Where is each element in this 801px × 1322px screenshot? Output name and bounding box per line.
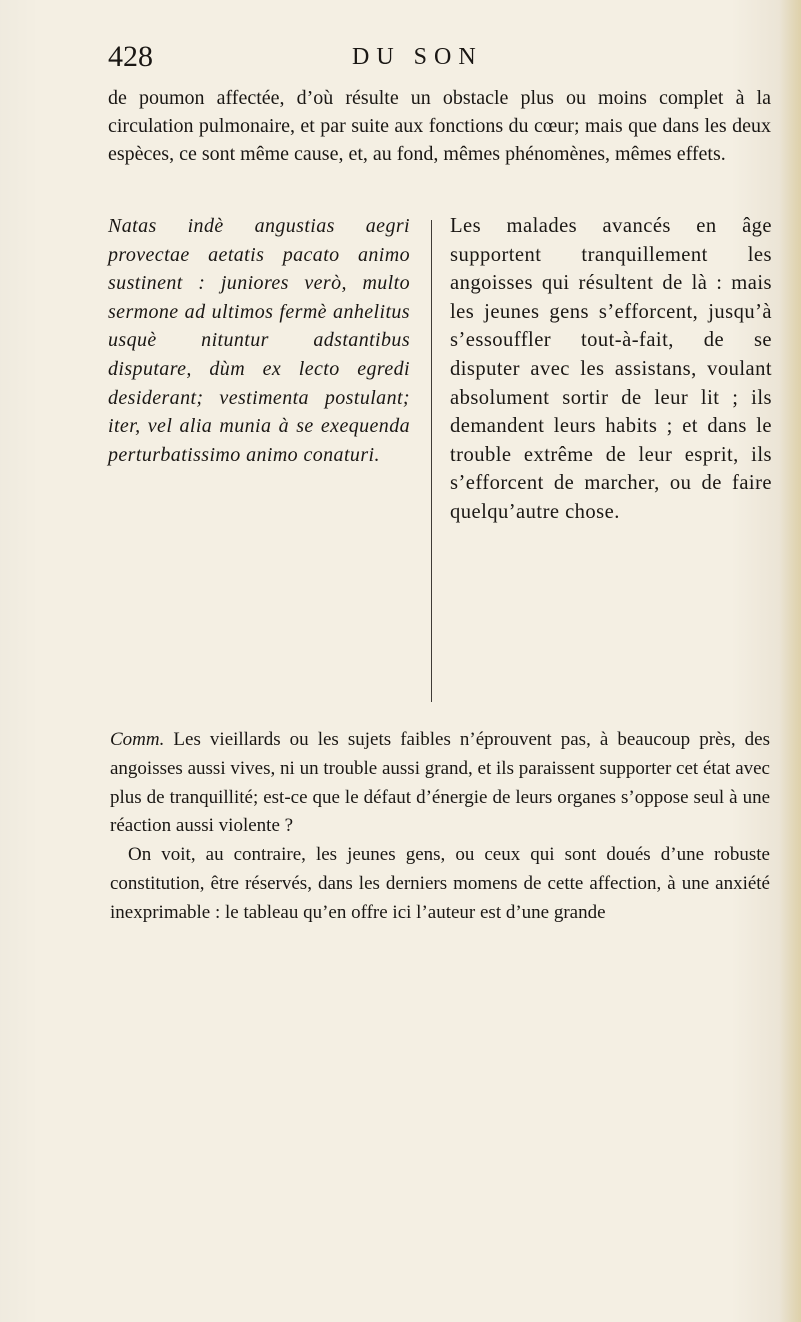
parallel-text-section — [108, 212, 772, 722]
running-head: DU SON — [352, 44, 483, 70]
commentary-paragraph-1 — [110, 726, 770, 841]
commentary-label: Comm. — [110, 729, 165, 750]
latin-column — [108, 212, 410, 469]
commentary-paragraph-2 — [110, 841, 770, 927]
intro-paragraph — [108, 84, 771, 168]
commentary-text-1: Les vieillards ou les sujets faibles n’éprouvent pas, à beaucoup près, des angoisses aussi vives, ni un trouble aussi grand, et ils paraissent supporter cet état avec plus de tranquillité; est-ce que le défaut d’énergie de leurs organes s’oppose seul à une réaction aussi violente ? — [110, 729, 770, 837]
french-text: Les malades avancés en âge supportent tranquillement les angoisses qui résultent de là : mais les jeunes gens s’efforcent, jusqu’à s’essouffler tout-à-fait, de se disputer avec les assistans, voulant absolument sortir de leur lit ; ils demandent leurs habits ; et dans le trouble extrême de leur esprit, ils s’efforcent de marcher, ou de faire quelqu’autre chose. — [450, 215, 772, 523]
page-header — [108, 40, 768, 74]
page-edge-shadow — [779, 0, 801, 1322]
commentary-text-2: On voit, au contraire, les jeunes gens, ou ceux qui sont doués d’une robuste constitution, être réservés, dans les derniers momens de cette affection, à une anxiété inexprimable : le tableau qu’en offre ici l’auteur est d’une grande — [110, 844, 770, 923]
commentary-section — [110, 726, 770, 928]
intro-text: de poumon affectée, d’où résulte un obstacle plus ou moins complet à la circulation pulmonaire, et par suite aux fonctions du cœur; mais que dans les deux espèces, ce sont même cause, et, au fond, mêmes phénomènes, mêmes effets. — [108, 87, 771, 165]
page-number: 428 — [108, 40, 153, 73]
french-column — [450, 212, 772, 527]
latin-text: Natas indè angustias aegri provectae aetatis pacato animo sustinent : juniores verò, multo sermone ad ultimos fermè anhelitus usquè nituntur adstantibus disputare, dùm ex lecto egredi desiderant; vestimenta postulant; iter, vel alia munia à se exequenda perturbatissimo animo conaturi. — [108, 215, 410, 466]
column-divider — [431, 220, 432, 702]
